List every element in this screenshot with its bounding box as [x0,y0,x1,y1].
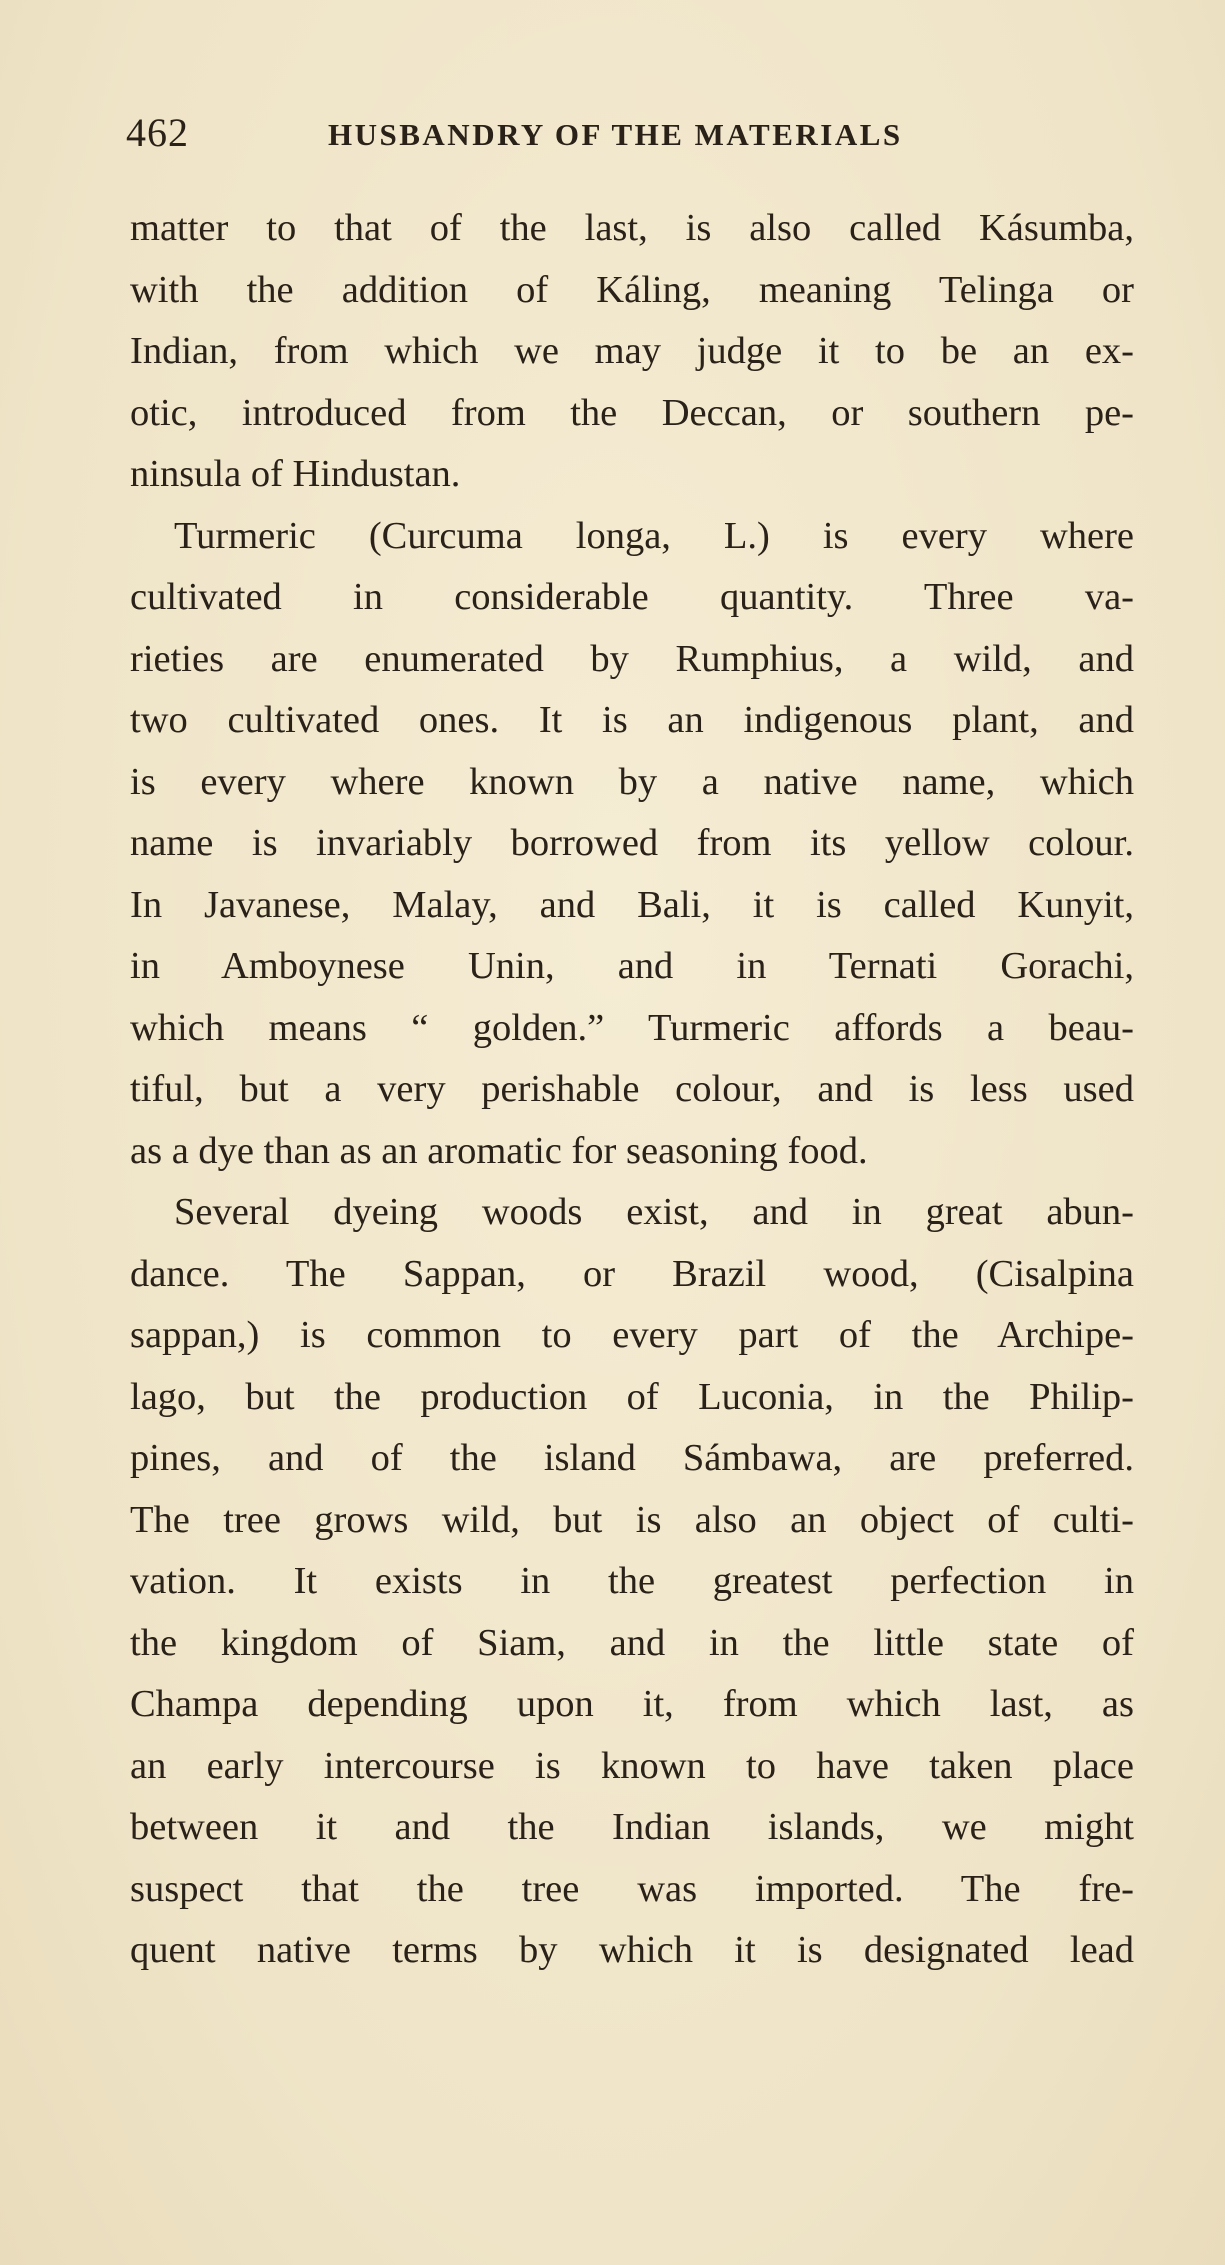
text-line: tiful, but a very perishable colour, and is less used [130,1068,1134,1110]
text-line: ninsula of Hindustan. [130,453,461,495]
text-line: lago, but the production of Luconia, in the Philip- [130,1375,1134,1418]
text-line: In Javanese, Malay, and Bali, it is called Kunyit, [130,883,1134,926]
text-line: an early intercourse is known to have taken place [130,1744,1134,1787]
text-line: Several dyeing woods exist, and in great abun- [174,1191,1134,1233]
text-line: with the addition of Káling, meaning Telinga or [130,268,1134,311]
text-line: Champa depending upon it, from which last, as [130,1683,1134,1725]
body-text [130,198,1134,1982]
text-line: two cultivated ones. It is an indigenous plant, and [130,699,1134,741]
text-line: as a dye than as an aromatic for seasoning food. [130,1129,868,1172]
text-line: rieties are enumerated by Rumphius, a wild, and [130,637,1134,680]
text-line: dance. The Sappan, or Brazil wood, (Cisalpina [130,1252,1134,1295]
text-line: sappan,) is common to every part of the Archipe- [130,1314,1134,1356]
text-line: matter to that of the last, is also called Kásumba, [130,207,1134,249]
text-line: cultivated in considerable quantity. Three va- [130,576,1134,618]
text-line: otic, introduced from the Deccan, or southern pe- [130,391,1134,434]
text-line: which means “ golden.” Turmeric affords a beau- [130,1006,1134,1049]
text-line: Turmeric (Curcuma longa, L.) is every where [174,514,1134,557]
text-line: the kingdom of Siam, and in the little state of [130,1621,1134,1664]
text-line: The tree grows wild, but is also an object of culti- [130,1498,1134,1541]
text-line: quent native terms by which it is designated lead [130,1929,1134,1971]
text-line: name is invariably borrowed from its yellow colour. [130,822,1134,864]
text-line: is every where known by a native name, which [130,760,1134,803]
page-header [126,108,1136,158]
page-number: 462 [126,110,189,155]
running-title: HUSBANDRY OF THE MATERIALS [328,117,903,152]
text-line: vation. It exists in the greatest perfection in [130,1560,1134,1602]
text-line: between it and the Indian islands, we might [130,1806,1134,1848]
text-line: Indian, from which we may judge it to be an ex- [130,330,1134,372]
text-line: suspect that the tree was imported. The fre- [130,1867,1134,1910]
text-line: pines, and of the island Sámbawa, are preferred. [130,1437,1134,1479]
text-line: in Amboynese Unin, and in Ternati Gorachi, [130,945,1134,987]
